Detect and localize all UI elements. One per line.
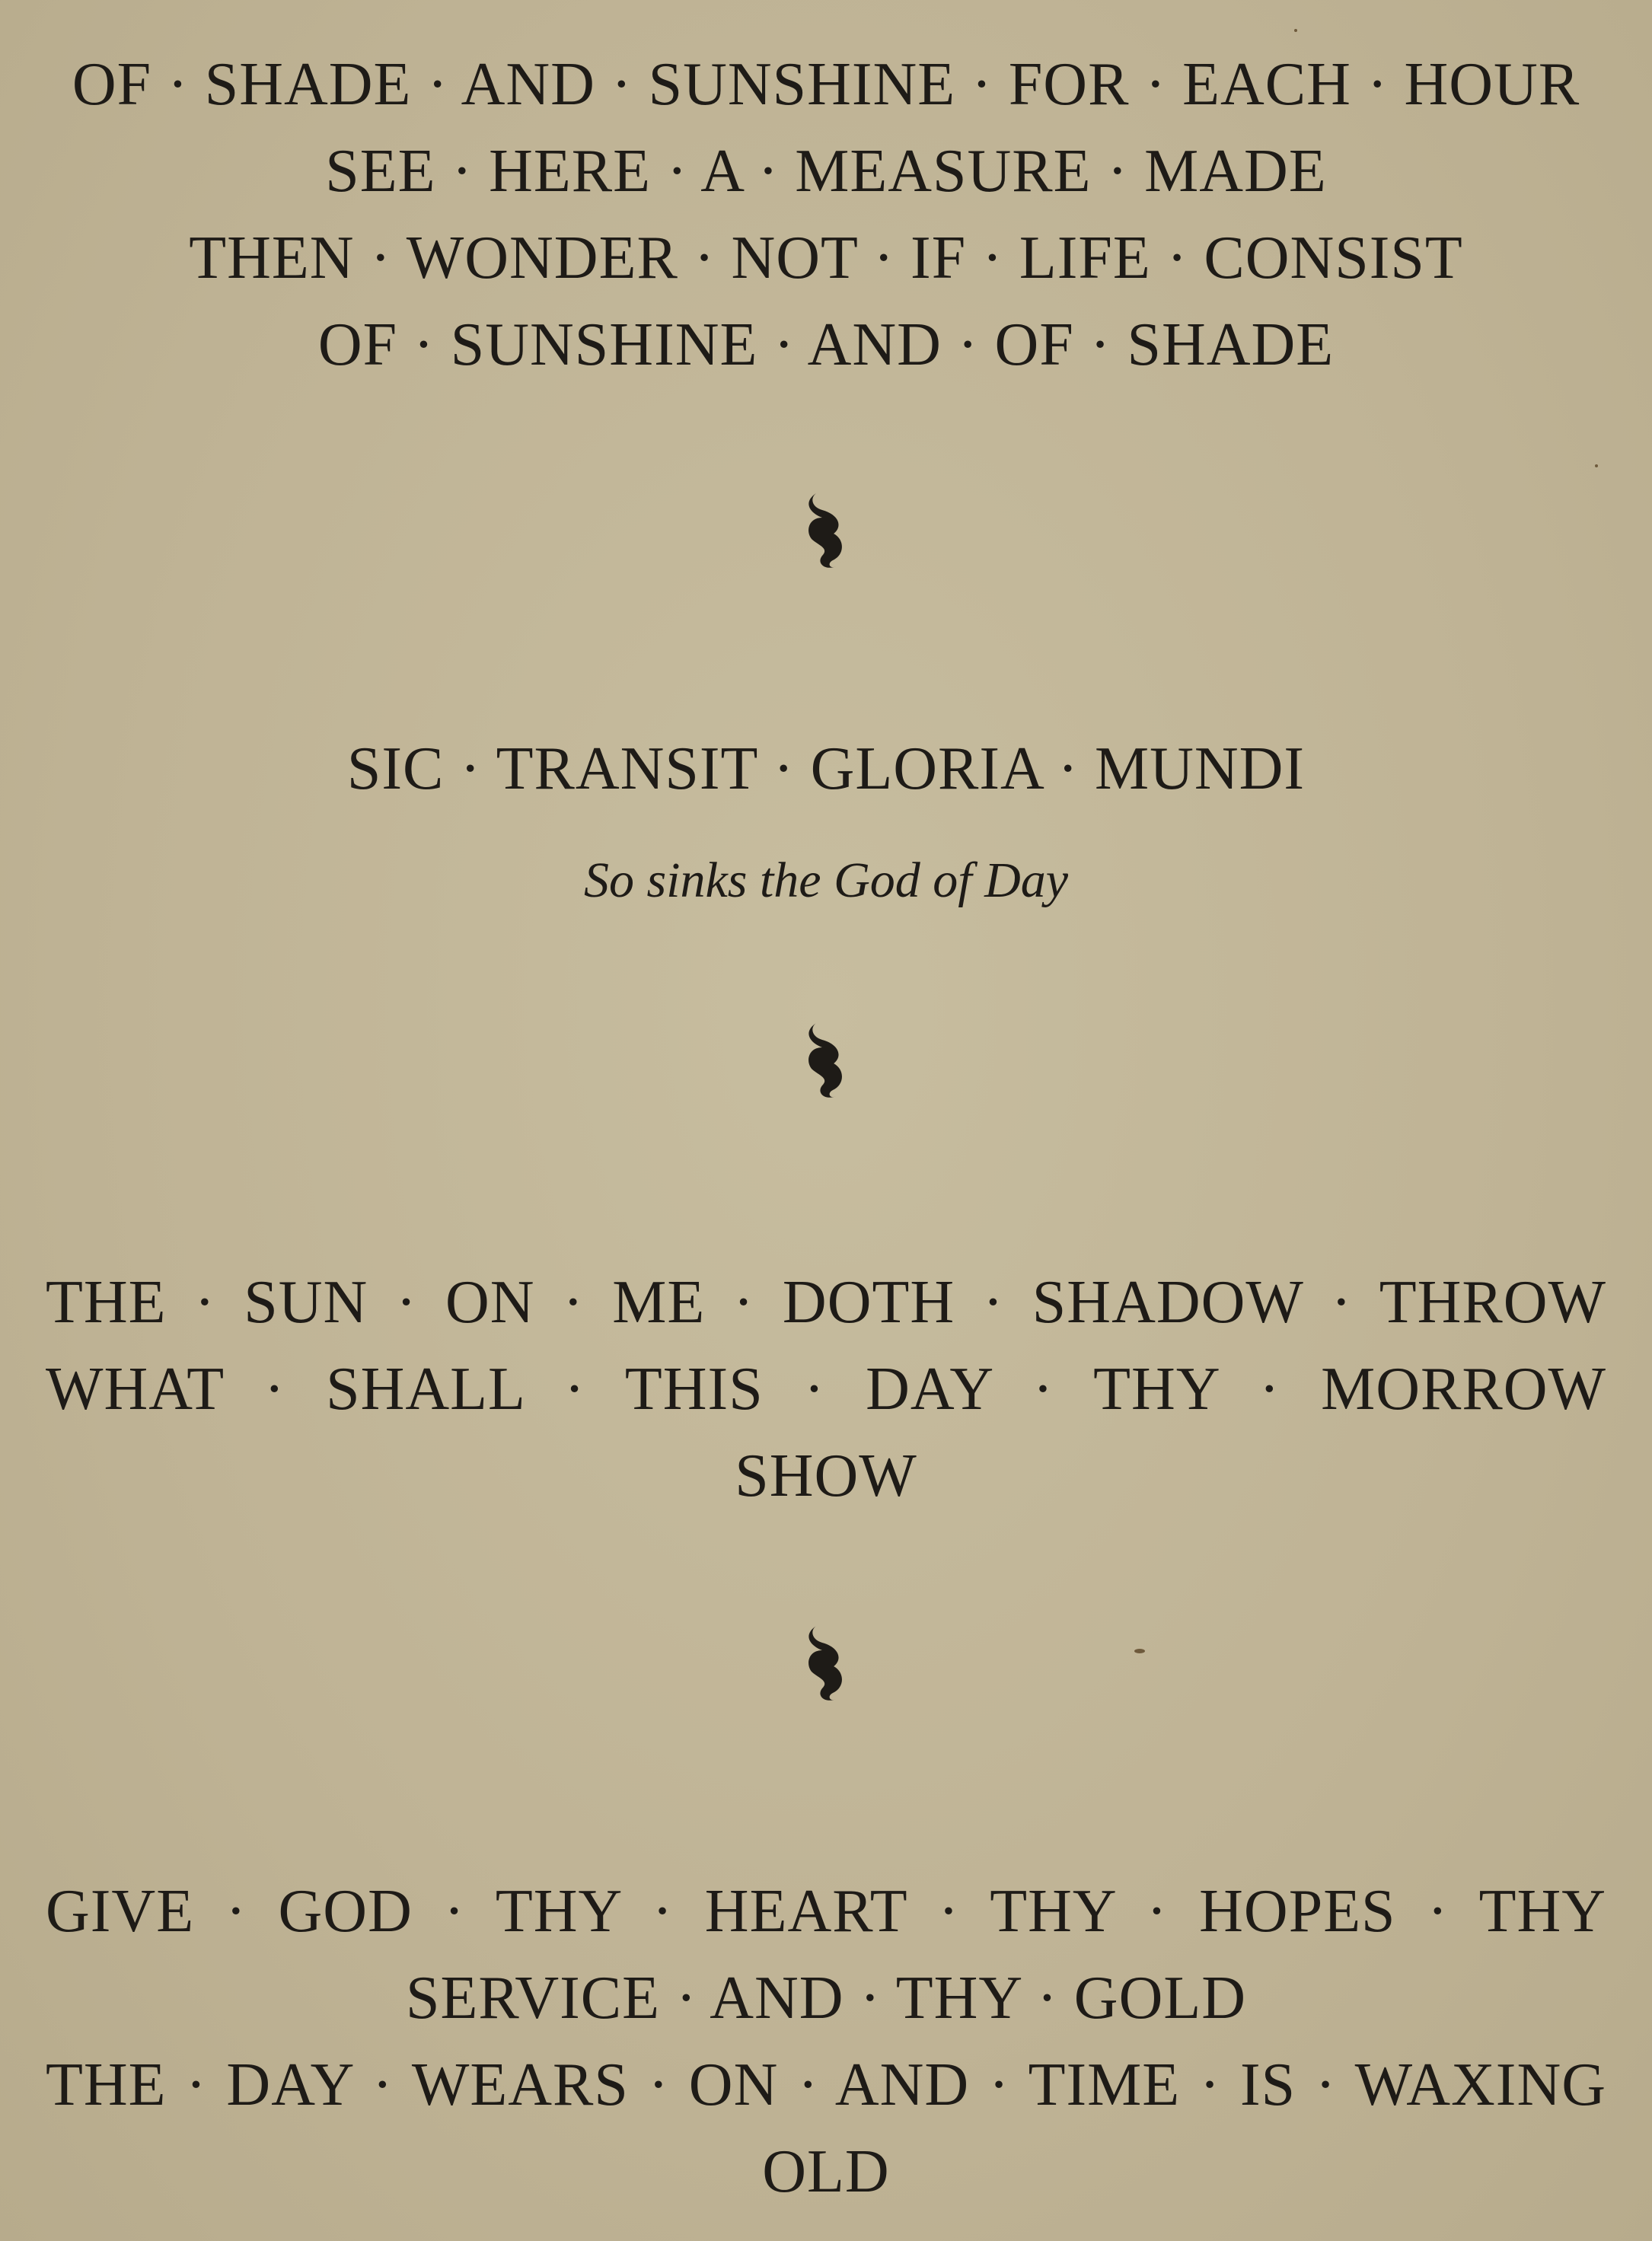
motto-sic-transit bbox=[46, 725, 1606, 919]
fleuron-ornament-icon bbox=[799, 1620, 853, 1704]
verse-line: OLD bbox=[762, 2138, 890, 2205]
verse-line: SERVICE · AND · THY · GOLD bbox=[406, 1965, 1246, 2032]
verse-line: GIVE · GOD · THY · HEART · THY · HOPES · THY bbox=[46, 1878, 1606, 1945]
motto-sun-on-me bbox=[46, 1259, 1606, 1519]
verse-line: THE · DAY · WEARS · ON · AND · TIME · IS · WAXING bbox=[46, 2051, 1606, 2118]
paper-speck bbox=[1595, 464, 1598, 467]
paper-speck bbox=[1134, 1649, 1145, 1653]
verse-line: WHAT · SHALL · THIS · DAY · THY · MORROW bbox=[46, 1356, 1606, 1423]
fleuron-ornament-icon bbox=[799, 1017, 853, 1101]
italic-subtitle: So sinks the God of Day bbox=[583, 853, 1069, 908]
verse-line: OF · SUNSHINE · AND · OF · SHADE bbox=[317, 311, 1335, 378]
fleuron-ornament-icon bbox=[799, 487, 853, 571]
motto-shade-and-sunshine bbox=[46, 41, 1606, 388]
verse-line: SHOW bbox=[735, 1442, 917, 1509]
verse-line: SEE · HERE · A · MEASURE · MADE bbox=[325, 138, 1327, 205]
motto-give-god-thy-heart bbox=[46, 1868, 1606, 2215]
verse-line: OF · SHADE · AND · SUNSHINE · FOR · EACH · HOUR bbox=[72, 51, 1580, 118]
verse-line: THE · SUN · ON · ME · DOTH · SHADOW · THROW bbox=[46, 1269, 1606, 1336]
verse-line: THEN · WONDER · NOT · IF · LIFE · CONSIST bbox=[189, 225, 1463, 292]
paper-speck bbox=[1294, 29, 1297, 32]
verse-line: SIC · TRANSIT · GLORIA · MUNDI bbox=[346, 735, 1306, 802]
